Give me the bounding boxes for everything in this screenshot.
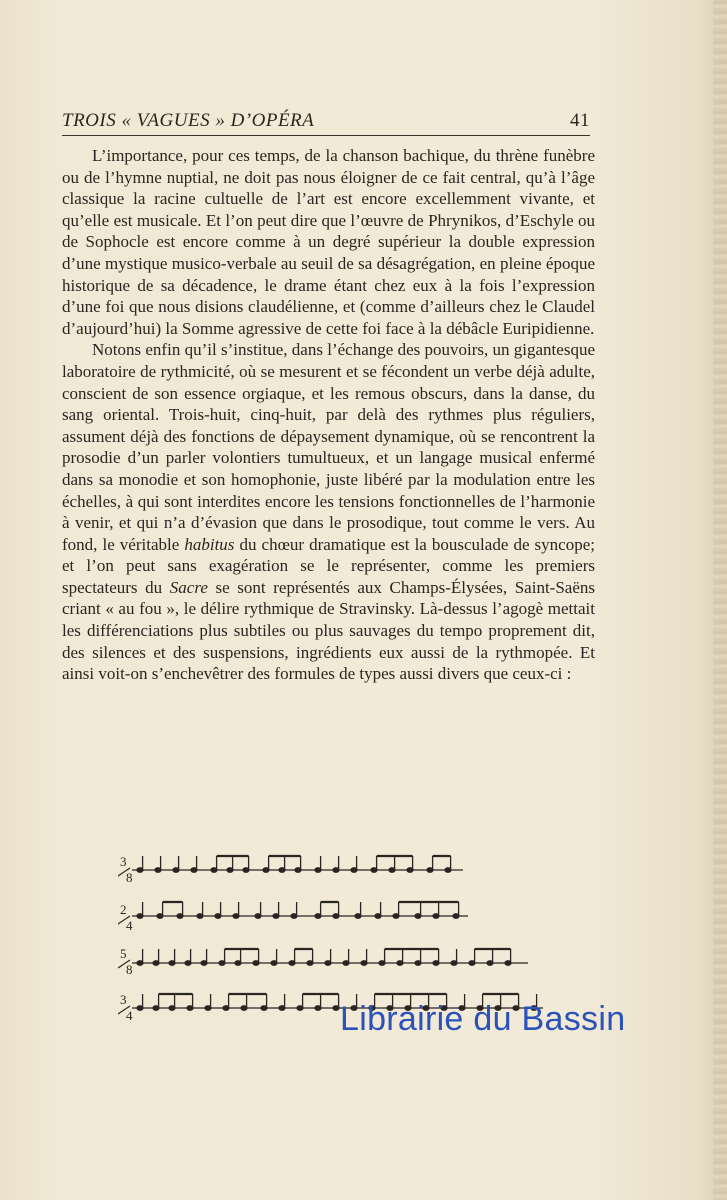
- habitus-italic: habitus: [184, 534, 235, 554]
- rhythm-4-denominator: 4: [126, 1008, 133, 1023]
- page-number: 41: [570, 110, 590, 131]
- rhythm-3-denominator: 8: [126, 962, 133, 977]
- running-title: TROIS « VAGUES » D’OPÉRA: [62, 110, 315, 131]
- header-rule: [62, 135, 590, 136]
- watermark-logo: Librairie du Bassin: [340, 1000, 626, 1038]
- paragraph-2-part-c: se sont représentés aux Champs-Élysées, Saint-Saëns criant « au fou », le délire rythmique de Stravinsky. Là-dessus l’agogè mettait les différenciations plus subtiles ou plus sauvages du tempo proprement dit, des silences et des suspensions, ingrédients eux aussi de la rythmopée. Et ainsi voit-on s’enchevêtrer des formules de types aussi divers que ceux-ci :: [62, 577, 595, 684]
- paragraph-2: [62, 339, 595, 685]
- page-edge: [713, 0, 727, 1200]
- paragraph-2-part-b: du chœur dramatique est la bousculade de syncope; et l’on peut sans exagération se le représenter, comme les premiers spectateurs du: [62, 534, 595, 597]
- paragraph-1: L’importance, pour ces temps, de la chanson bachique, du thrène funèbre ou de l’hymne nuptial, ne doit pas nous éloigner de ce fait central, qu’à l’âge classique la racine cultuelle de l’art est encore excellemment vivante, et qu’elle est musicale. Et l’on peut dire que l’œuvre de Phrynikos, d’Eschyle ou de Sophocle est encore comme à un degré supérieur la double expression d’une mystique musico-verbale au seuil de sa désagrégation, en pleine époque historique de sa décadence, le drame étant chez eux à la fois l’expression d’une foi que nous disions claudélienne, et (comme d’ailleurs chez le Claudel d’aujourd’hui) la Somme agressive de cette foi face à la débâcle Euripidienne.: [62, 146, 595, 338]
- rhythm-1-numerator: 3: [120, 854, 127, 869]
- rhythm-4-numerator: 3: [120, 992, 127, 1007]
- rhythm-2-numerator: 2: [120, 902, 127, 917]
- rhythm-2-denominator: 4: [126, 918, 133, 933]
- sacre-italic: Sacre: [169, 577, 208, 597]
- paragraph-2-part-a: Notons enfin qu’il s’institue, dans l’échange des pouvoirs, un gigantesque laboratoire de rythmicité, où se mesurent et se fécondent un verbe déjà adulte, conscient de son essence orgiaque, et les remous obscurs, dans la danse, du sang oriental. Trois-huit, cinq-huit, par delà des rythmes plus réguliers, assument déjà des fonctions de dépaysement dynamique, où se rencontrent la prosodie d’un parler volontiers tumultueux, et un langage musical enfermé dans sa monodie et son homophonie, juste libéré par la modulation entre les échelles, à qui sont interdites encore les tensions fonctionnelles de l’harmonie à venir, et qui n’a d’évasion que dans le prosodique, tout comme le vers. Au fond, le véritable: [62, 340, 595, 554]
- rhythm-3-numerator: 5: [120, 946, 127, 961]
- rhythm-1-denominator: 8: [126, 870, 133, 885]
- body-text: [62, 145, 595, 685]
